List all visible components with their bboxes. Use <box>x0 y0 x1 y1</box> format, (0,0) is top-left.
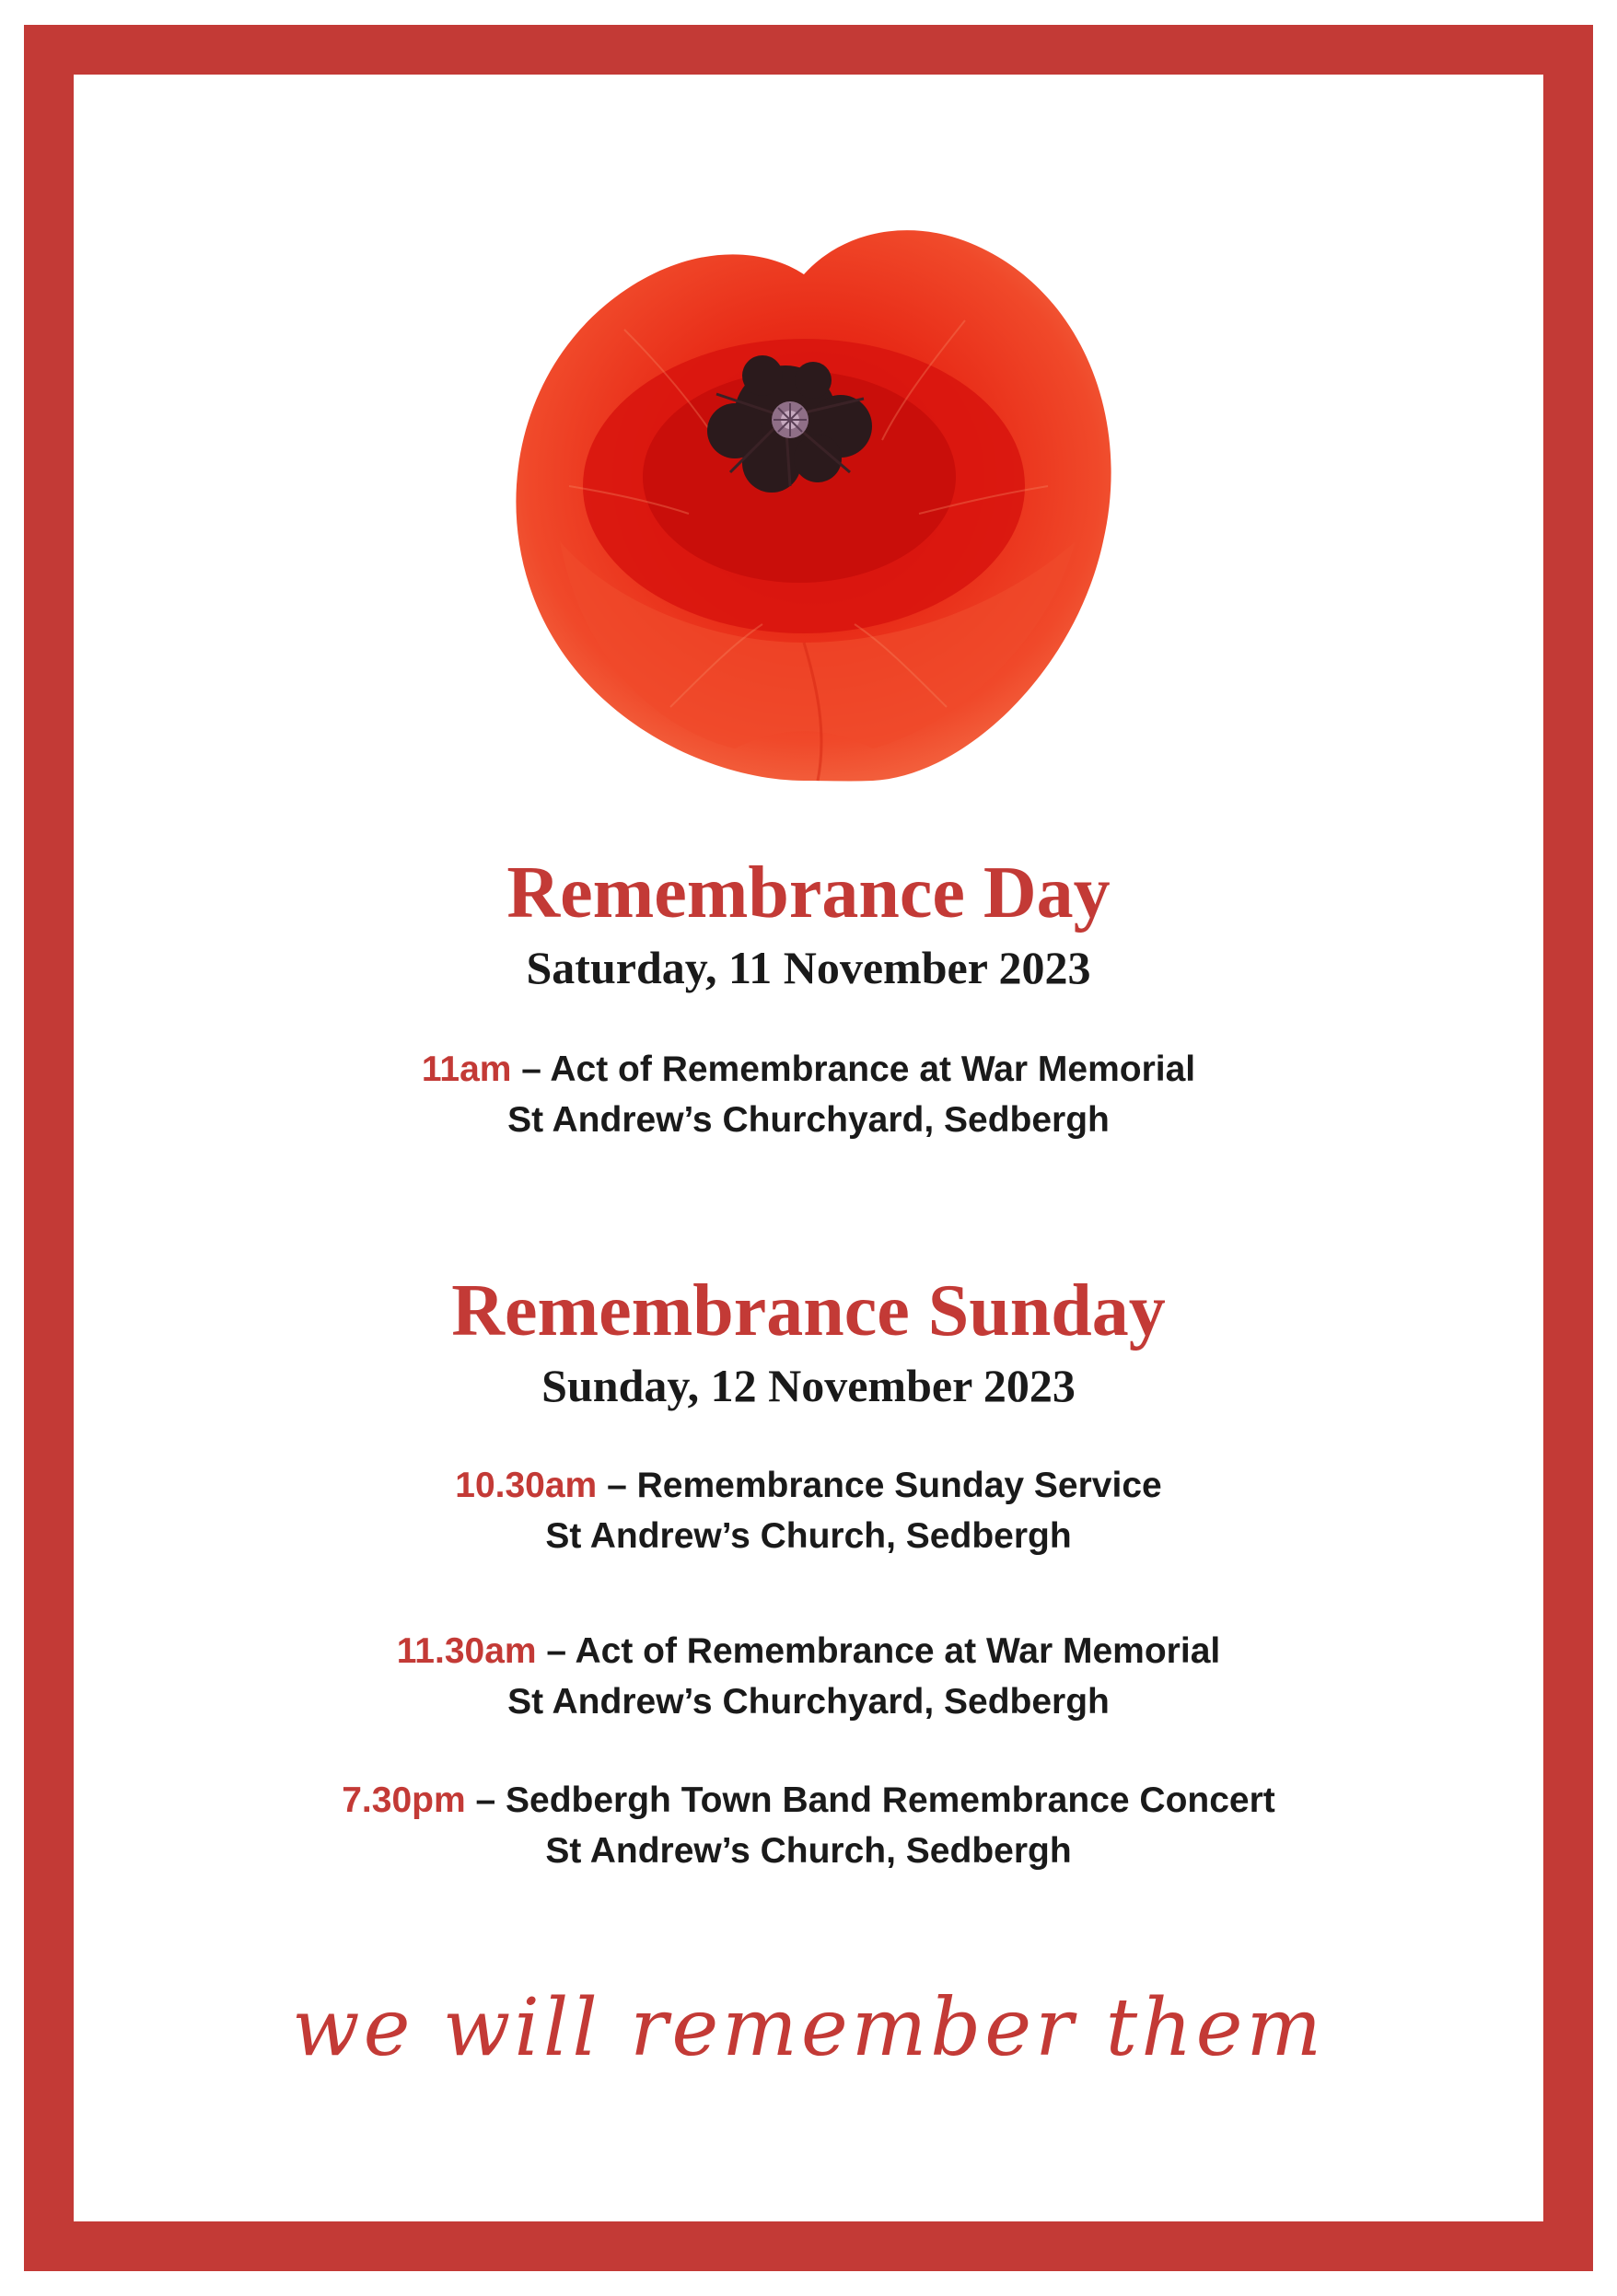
event-time: 7.30pm <box>342 1780 466 1820</box>
event-place: St Andrew’s Church, Sedbergh <box>545 1516 1072 1556</box>
event-place: St Andrew’s Churchyard, Sedbergh <box>507 1682 1110 1722</box>
event-time: 10.30am <box>455 1466 598 1505</box>
event-desc: – Act of Remembrance at War Memorial <box>511 1049 1196 1089</box>
event-line <box>0 1051 1617 1087</box>
event-line <box>0 1467 1617 1503</box>
event-desc: – Sedbergh Town Band Remembrance Concert <box>465 1780 1275 1820</box>
event-line <box>0 1782 1617 1818</box>
day-date: Saturday, 11 November 2023 <box>526 942 1091 993</box>
event-place: St Andrew’s Church, Sedbergh <box>545 1831 1072 1871</box>
event-time: 11.30am <box>396 1631 537 1671</box>
event-time: 11am <box>421 1049 512 1089</box>
event-line <box>0 1633 1617 1669</box>
event-place: St Andrew’s Churchyard, Sedbergh <box>507 1100 1110 1140</box>
tagline: we will remember them <box>291 1982 1326 2074</box>
sunday-title: Remembrance Sunday <box>451 1270 1166 1351</box>
day-title: Remembrance Day <box>506 852 1111 933</box>
event-desc: – Remembrance Sunday Service <box>597 1466 1162 1505</box>
event-desc: – Act of Remembrance at War Memorial <box>536 1631 1221 1671</box>
poppy-icon <box>486 210 1122 799</box>
sunday-date: Sunday, 12 November 2023 <box>541 1360 1076 1411</box>
